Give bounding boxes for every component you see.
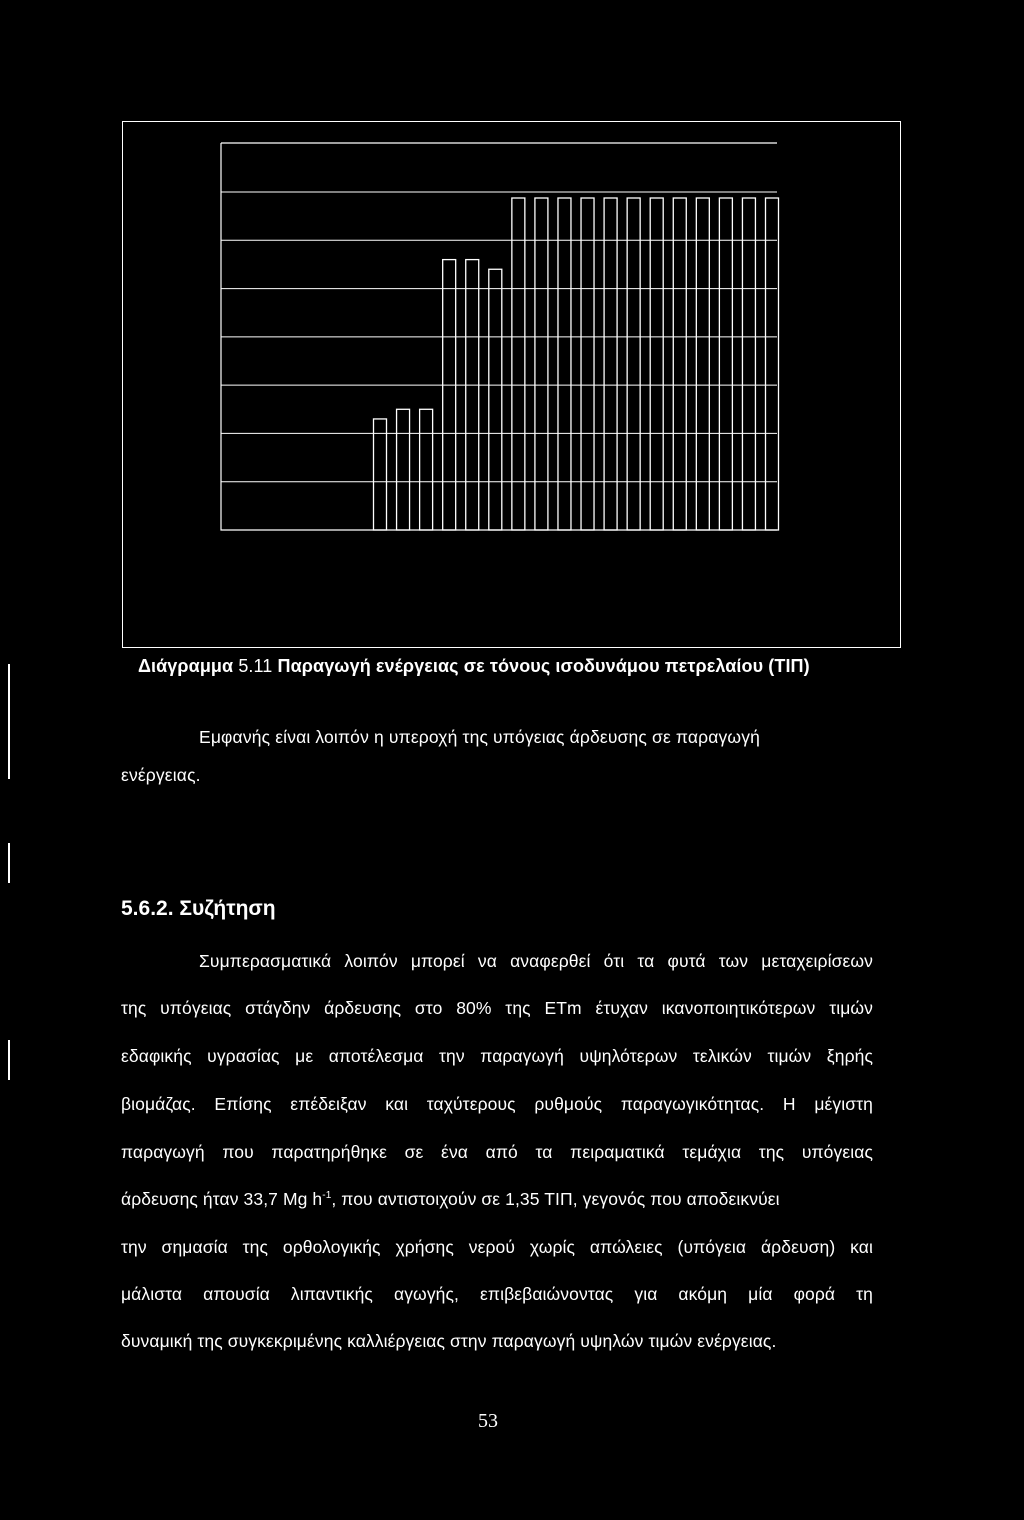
bar [374, 419, 387, 530]
body-line-4: βιομάζας. Επίσης επέδειξαν και ταχύτερους ρυθμούς παραγωγικότητας. Η μέγιστη [121, 1094, 873, 1114]
body-line-6-start: άρδευσης ήταν 33,7 Mg h [121, 1189, 323, 1209]
caption-text: Παραγωγή ενέργειας σε τόνους ισοδυνάμου πετρελαίου (ΤΙΠ) [272, 656, 810, 676]
page-number: 53 [478, 1410, 498, 1432]
bar [627, 198, 640, 530]
bar [512, 198, 525, 530]
bar [397, 409, 410, 530]
bar [558, 198, 571, 530]
body-line-3: εδαφικής υγρασίας με αποτέλεσμα την παραγωγή υψηλότερων τελικών τιμών ξηρής [121, 1046, 873, 1066]
bar [420, 409, 433, 530]
margin-mark [8, 1040, 10, 1080]
body-line-2: της υπόγειας στάγδην άρδευσης στο 80% της ETm έτυχαν ικανοποιητικότερων τιμών [121, 998, 873, 1018]
caption-number: 5.11 [238, 656, 273, 676]
caption-label: Διάγραμμα [138, 656, 239, 676]
body-line-6-end: , που αντιστοιχούν σε 1,35 ΤΙΠ, γεγονός που αποδεικνύει [331, 1189, 780, 1209]
bar [719, 198, 732, 530]
bar [766, 198, 779, 530]
bar [696, 198, 709, 530]
body-line-1: Συμπερασματικά λοιπόν μπορεί να αναφερθεί ότι τα φυτά των μεταχειρίσεων [199, 951, 873, 971]
bar [535, 198, 548, 530]
bar [443, 260, 456, 530]
intro-line-1: Εμφανής είναι λοιπόν η υπεροχή της υπόγειας άρδευσης σε παραγωγή [199, 727, 761, 747]
bar-chart [0, 0, 1024, 660]
intro-line-2: ενέργειας. [121, 765, 201, 785]
bar [673, 198, 686, 530]
body-line-5: παραγωγή που παρατηρήθηκε σε ένα από τα πειραματικά τεμάχια της υπόγειας [121, 1142, 873, 1162]
figure-caption [138, 656, 810, 677]
margin-mark [8, 664, 10, 779]
bar [650, 198, 663, 530]
bar [581, 198, 594, 530]
body-line-6 [121, 1189, 873, 1210]
body-line-9: δυναμική της συγκεκριμένης καλλιέργειας στην παραγωγή υψηλών τιμών ενέργειας. [121, 1331, 777, 1351]
body-line-6-sup: -1 [322, 1190, 332, 1202]
bar [466, 260, 479, 530]
section-heading: 5.6.2. Συζήτηση [121, 897, 276, 920]
bar [489, 269, 502, 530]
bar [604, 198, 617, 530]
body-line-8: μάλιστα απουσία λιπαντικής αγωγής, επιβεβαιώνοντας για ακόμη μία φορά τη [121, 1284, 873, 1304]
margin-mark [8, 843, 10, 883]
body-line-7: την σημασία της ορθολογικής χρήσης νερού χωρίς απώλειες (υπόγεια άρδευση) και [121, 1237, 873, 1257]
bar [742, 198, 755, 530]
